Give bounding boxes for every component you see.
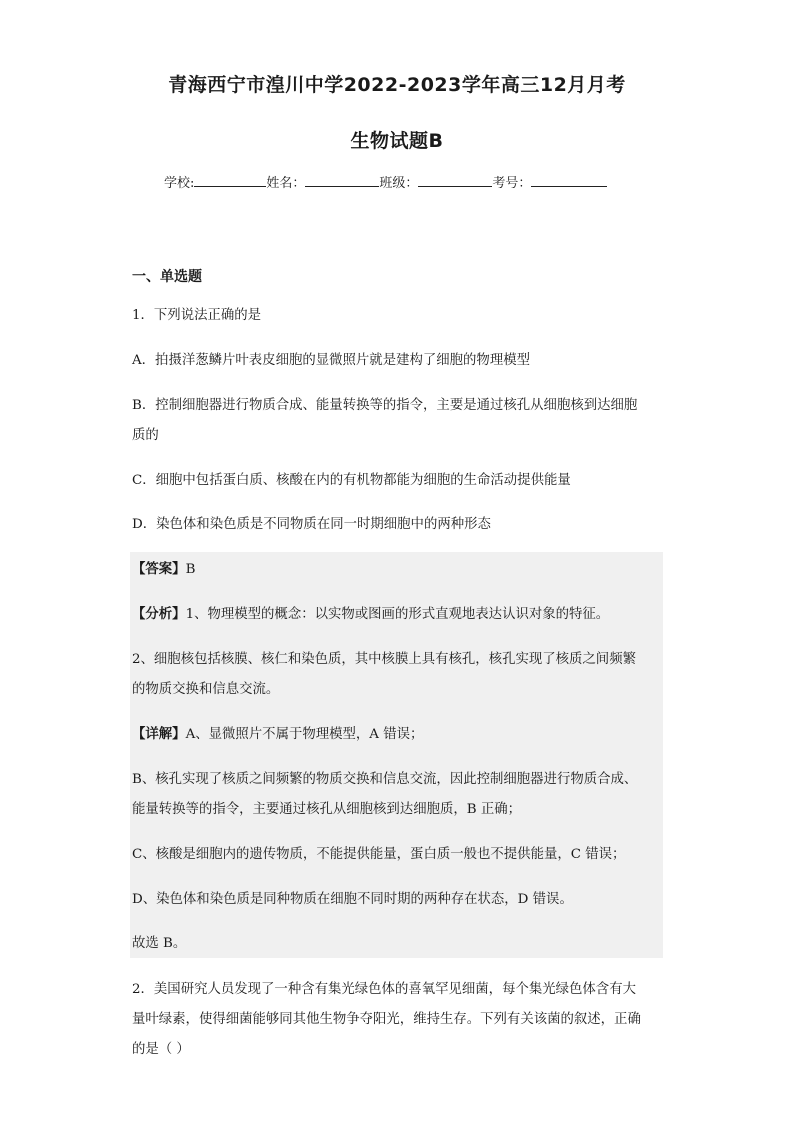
question-1-stem: 1．下列说法正确的是 [132, 308, 262, 323]
number-label: 考号： [492, 176, 532, 191]
detail-line-b1: B、核孔实现了核质之间频繁的物质交换和信息交流，因此控制细胞器进行物质合成、 [132, 772, 638, 787]
detail-text-a: A、显微照片不属于物理模型，A 错误； [185, 727, 424, 742]
exam-title: 青海西宁市湟川中学2022-2023学年高三12月月考 [168, 74, 626, 96]
name-blank [305, 172, 379, 187]
question-2-line1: 2．美国研究人员发现了一种含有集光绿色体的喜氧罕见细菌，每个集光绿色体含有大 [132, 982, 636, 997]
analysis-line-2b: 的物质交换和信息交流。 [132, 682, 280, 697]
school-blank [194, 172, 266, 187]
section-heading: 一、单选题 [132, 269, 202, 285]
analysis-line-1 [132, 602, 662, 627]
question-2-line3: 的是（ ） [132, 1042, 190, 1057]
answer-tag: 【答案】 [132, 561, 186, 577]
analysis-tag: 【分析】 [132, 606, 186, 622]
detail-line-d: D、染色体和染色质是同种物质在细胞不同时期的两种存在状态，D 错误。 [132, 892, 573, 907]
student-info-row [164, 172, 607, 191]
question-1-option-b-line2: 质的 [132, 428, 159, 443]
school-label: 学校: [164, 176, 195, 191]
class-label: 班级： [379, 176, 419, 191]
analysis-text-1: 1、物理模型的概念：以实物或图画的形式直观地表达认识对象的特征。 [185, 607, 610, 622]
question-2-line2: 量叶绿素，使得细菌能够同其他生物争夺阳光，维持生存。下列有关该菌的叙述，正确 [132, 1012, 641, 1027]
question-1-option-a: A．拍摄洋葱鳞片叶表皮细胞的显微照片就是建构了细胞的物理模型 [132, 353, 530, 368]
question-1-option-b-line1: B．控制细胞器进行物质合成、能量转换等的指令，主要是通过核孔从细胞核到达细胞 [132, 398, 638, 413]
question-1-option-d: D．染色体和染色质是不同物质在同一时期细胞中的两种形态 [132, 517, 491, 532]
exam-subtitle: 生物试题B [350, 130, 444, 152]
detail-line-a [132, 722, 662, 747]
name-label: 姓名： [266, 176, 306, 191]
answer-value: B [185, 562, 196, 577]
number-blank [531, 172, 607, 187]
question-1-option-c: C．细胞中包括蛋白质、核酸在内的有机物都能为细胞的生命活动提供能量 [132, 473, 571, 488]
answer-line [132, 557, 662, 582]
detail-tag: 【详解】 [132, 726, 186, 742]
analysis-line-2a: 2、细胞核包括核膜、核仁和染色质，其中核膜上具有核孔，核孔实现了核质之间频繁 [132, 652, 636, 667]
conclusion-line: 故选 B。 [132, 936, 187, 951]
detail-line-c: C、核酸是细胞内的遗传物质，不能提供能量，蛋白质一般也不提供能量，C 错误； [132, 847, 626, 862]
class-blank [418, 172, 492, 187]
detail-line-b2: 能量转换等的指令，主要通过核孔从细胞核到达细胞质，B 正确； [132, 802, 522, 817]
